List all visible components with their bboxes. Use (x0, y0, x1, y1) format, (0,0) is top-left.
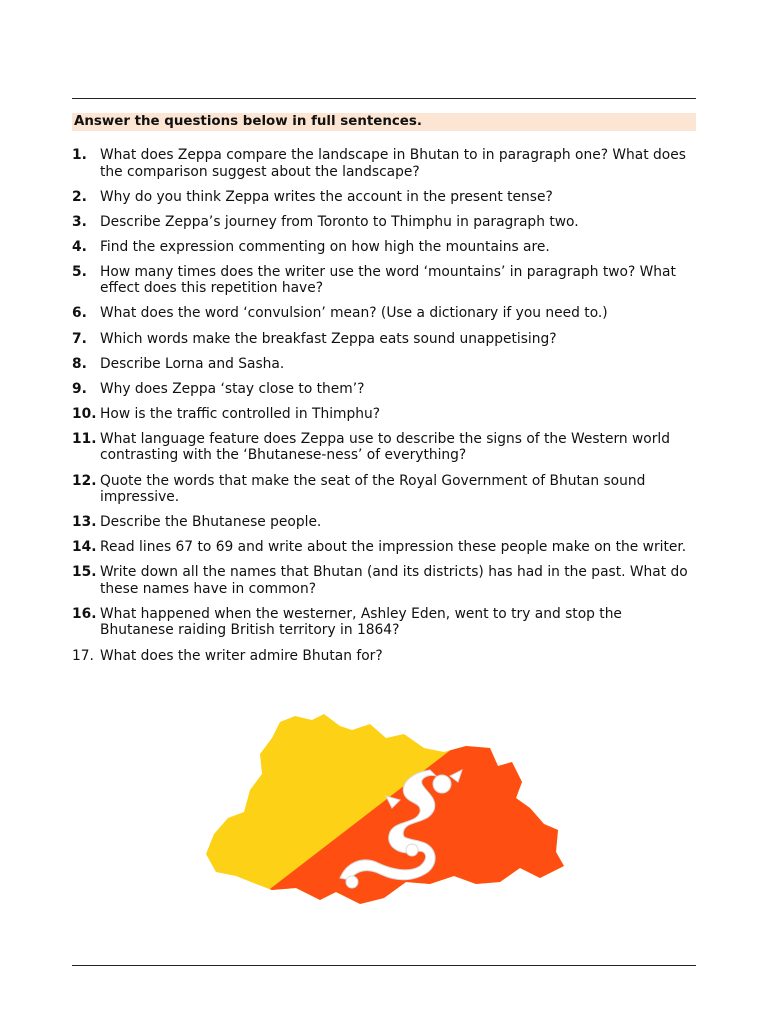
question-number: 3. (72, 213, 87, 230)
question-text: What language feature does Zeppa use to describe the signs of the Western world contrasting with the ‘Bhutanese-ness’ of everything? (100, 430, 671, 464)
question-number: 13. (72, 514, 97, 531)
question-number: 11. (72, 430, 97, 447)
question-number: 7. (72, 330, 87, 347)
question-item (72, 147, 700, 180)
question-item (72, 473, 700, 506)
question-text: Why does Zeppa ‘stay close to them’? (100, 380, 365, 397)
question-item (72, 305, 700, 322)
question-text: Find the expression commenting on how high the mountains are. (100, 238, 550, 255)
question-item (72, 381, 700, 398)
question-number: 10. (72, 405, 97, 422)
bhutan-map-svg (200, 712, 570, 912)
question-number: 14. (72, 539, 97, 556)
instruction-banner: Answer the questions below in full sentences. (72, 113, 696, 131)
question-item (72, 606, 700, 639)
question-item (72, 189, 700, 206)
question-item (72, 431, 700, 464)
question-text: What does Zeppa compare the landscape in Bhutan to in paragraph one? What does the comparison suggest about the landscape? (100, 147, 686, 180)
question-text: Describe Zeppa’s journey from Toronto to Thimphu in paragraph two. (100, 213, 579, 230)
question-text: What happened when the westerner, Ashley Eden, went to try and stop the Bhutanese raiding British territory in 1864? (100, 605, 622, 639)
question-number: 1. (72, 147, 87, 163)
question-item (72, 514, 700, 531)
question-item (72, 356, 700, 373)
question-number: 2. (72, 188, 87, 205)
question-number: 15. (72, 564, 97, 581)
question-item (72, 239, 700, 256)
question-text: Write down all the names that Bhutan (and its districts) has had in the past. What do these names have in common? (100, 564, 688, 597)
question-item (72, 564, 700, 597)
question-text: What does the word ‘convulsion’ mean? (Use a dictionary if you need to.) (100, 305, 608, 322)
bottom-rule (72, 965, 696, 966)
question-text: What does the writer admire Bhutan for? (100, 647, 383, 664)
question-number: 17. (72, 647, 94, 664)
question-number: 8. (72, 355, 87, 372)
bhutan-flag-map-icon (200, 712, 570, 912)
question-item (72, 648, 700, 665)
top-rule (72, 98, 696, 99)
question-item (72, 406, 700, 423)
question-text: Which words make the breakfast Zeppa eats sound unappetising? (100, 330, 557, 347)
question-item (72, 539, 700, 556)
question-text: Describe the Bhutanese people. (100, 514, 322, 531)
question-number: 16. (72, 605, 97, 622)
question-item (72, 264, 700, 297)
question-text: How is the traffic controlled in Thimphu? (100, 405, 381, 422)
question-text: How many times does the writer use the word ‘mountains’ in paragraph two? What effect does this repetition have? (100, 263, 676, 297)
question-number: 6. (72, 305, 87, 322)
question-text: Why do you think Zeppa writes the account in the present tense? (100, 188, 553, 205)
question-text: Describe Lorna and Sasha. (100, 355, 285, 372)
question-number: 5. (72, 263, 87, 280)
question-number: 12. (72, 472, 97, 489)
question-number: 9. (72, 380, 87, 397)
question-text: Read lines 67 to 69 and write about the impression these people make on the writer. (100, 539, 687, 556)
question-number: 4. (72, 238, 87, 255)
question-item (72, 214, 700, 231)
question-item (72, 331, 700, 348)
question-list (72, 147, 700, 673)
question-text: Quote the words that make the seat of the Royal Government of Bhutan sound impressive. (100, 472, 646, 506)
